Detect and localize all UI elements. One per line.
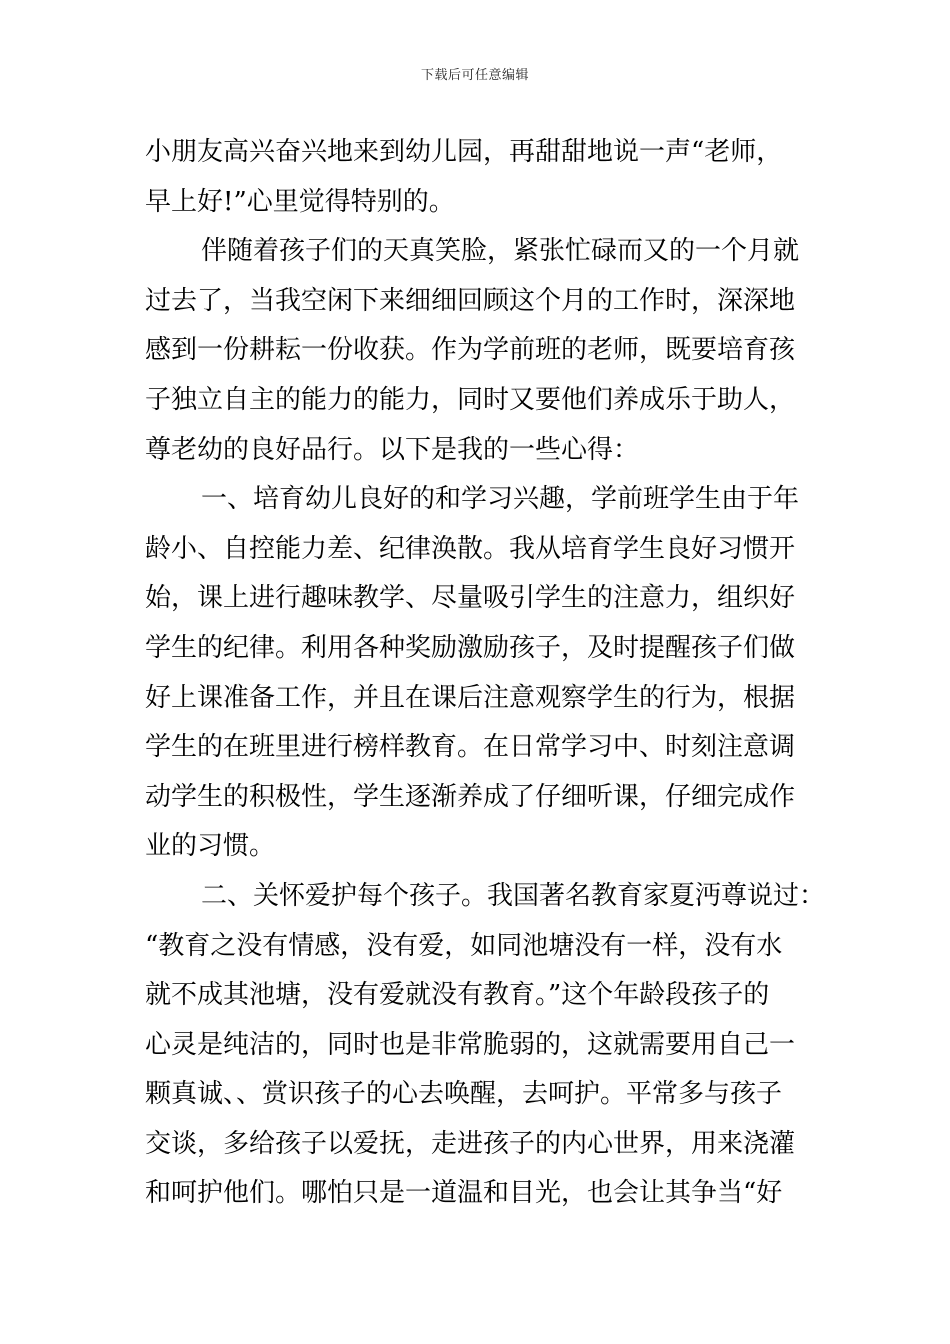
text-line: 二、关怀爱护每个孩子。我国著名教育家夏沔尊说过：	[201, 880, 826, 911]
text-line: 始，课上进行趣味教学、尽量吸引学生的注意力，组织好	[145, 583, 796, 614]
text-line: 子独立自主的能力的能力，同时又要他们养成乐于助人，	[145, 384, 796, 415]
text-line: 感到一份耕耘一份收获。作为学前班的老师，既要培育孩	[145, 335, 796, 366]
text-line: 一、培育幼儿良好的和学习兴趣，学前班学生由于年	[201, 484, 800, 515]
page-header: 下载后可任意编辑	[420, 68, 529, 83]
text-line: 过去了，当我空闲下来细细回顾这个月的工作时，深深地	[145, 285, 796, 316]
text-line: 学生的在班里进行榜样教育。在日常学习中、时刻注意调	[145, 732, 796, 763]
document-body	[145, 128, 835, 1219]
text-line: 伴随着孩子们的天真笑脸，紧张忙碌而又的一个月就	[201, 236, 800, 267]
text-line: 颗真诚、、赏识孩子的心去唤醒，去呵护。平常多与孩子	[145, 1079, 783, 1110]
text-line: 早上好!”心里觉得特别的。	[145, 186, 455, 217]
text-line: 心灵是纯洁的，同时也是非常脆弱的，这就需要用自己一	[145, 1029, 796, 1060]
text-line: 动学生的积极性，学生逐渐养成了仔细听课，仔细完成作	[145, 781, 796, 812]
text-line: “教育之没有情感，没有爱，如同池塘没有一样，没有水	[145, 930, 783, 961]
text-line: 小朋友高兴奋兴地来到幼儿园，再甜甜地说一声“老师，	[145, 137, 783, 167]
text-line: 交谈，多给孩子以爱抚，走进孩子的内心世界，用来浇灌	[145, 1128, 796, 1159]
text-line: 学生的纪律。利用各种奖励激励孩子，及时提醒孩子们做	[145, 632, 796, 663]
text-line: 和呵护他们。哪怕只是一道温和目光，也会让其争当“好	[145, 1178, 783, 1209]
text-line: 就不成其池塘，没有爱就没有教育。”这个年龄段孩子的	[145, 980, 770, 1011]
text-line: 龄小、自控能力差、纪律涣散。我从培育学生良好习惯开	[145, 533, 796, 564]
text-line: 业的习惯。	[145, 831, 276, 862]
text-line: 尊老幼的良好品行。以下是我的一些心得：	[145, 434, 640, 465]
text-line: 好上课准备工作，并且在课后注意观察学生的行为，根据	[145, 682, 796, 713]
